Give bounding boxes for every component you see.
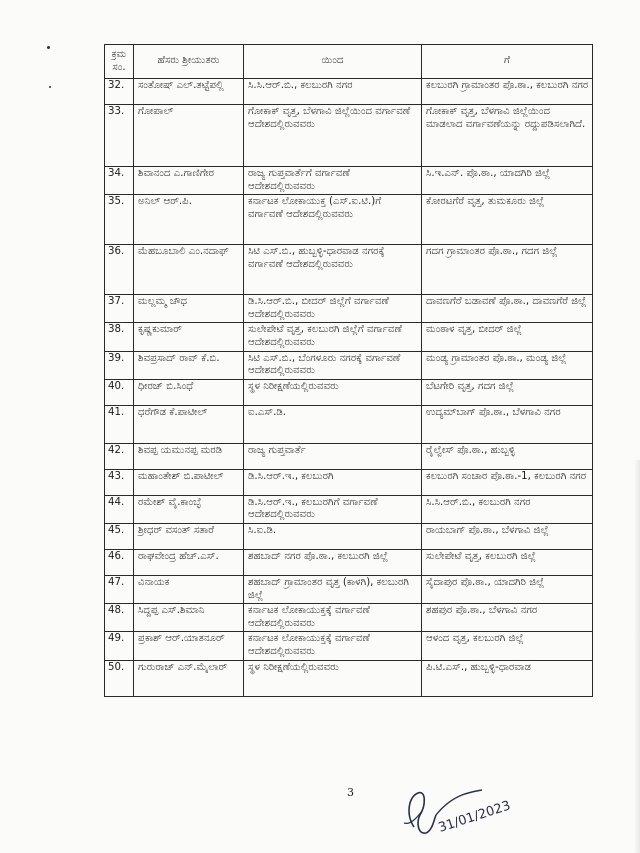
cell-to: ಗದಗ ಗ್ರಾಮಾಂತರ ಪೊ.ಠಾ., ಗದಗ ಜಿಲ್ಲೆ — [422, 245, 593, 295]
cell-serial-number: 33. — [105, 105, 134, 167]
svg-text:31/01/2023: 31/01/2023 — [436, 798, 513, 836]
table-body — [105, 79, 593, 697]
table-row — [105, 604, 593, 632]
cell-serial-number: 48. — [105, 604, 134, 632]
cell-from: ಸ್ಥಳ ನಿರೀಕ್ಷಣೆಯಲ್ಲಿರುವವರು — [244, 660, 422, 696]
cell-from: ಸ್ಥಳ ನಿರೀಕ್ಷಣೆಯಲ್ಲಿರುವವರು — [244, 379, 422, 405]
cell-to: ಸಿ.ಸಿ.ಆರ್.ಬಿ., ಕಲಬುರಗಿ ನಗರ — [422, 495, 593, 523]
table-row — [105, 167, 593, 195]
cell-from: ಐ.ಎಸ್.ಡಿ. — [244, 405, 422, 443]
cell-to: ಶಹಪುರ ಪೊ.ಠಾ., ಬೆಳಗಾವಿ ನಗರ — [422, 604, 593, 632]
cell-to: ರೈಲ್ವೇಸ್ ಪೊ.ಠಾ., ಹುಬ್ಬಳ್ಳಿ — [422, 443, 593, 469]
header-from: ಯಿಂದ — [244, 45, 422, 79]
cell-serial-number: 45. — [105, 523, 134, 549]
table-row — [105, 379, 593, 405]
cell-serial-number: 49. — [105, 632, 134, 660]
cell-serial-number: 38. — [105, 323, 134, 351]
table-row — [105, 295, 593, 323]
table-row — [105, 575, 593, 603]
cell-to: ಮಂಠಾಳ ವೃತ್ತ, ಬೀದರ್ ಜಿಲ್ಲೆ — [422, 323, 593, 351]
page-number: 3 — [347, 786, 354, 799]
table-row — [105, 79, 593, 105]
cell-to: ಕೋರಟಗೆರೆ ವೃತ್ತ, ತುಮಕೂರು ಜಿಲ್ಲೆ — [422, 195, 593, 245]
cell-from: ಸಿಟಿ ಎಸ್.ಬಿ., ಹುಬ್ಬಳ್ಳಿ-ಧಾರವಾಡ ನಗರಕ್ಕೆ ವರ್ಗಾವಣೆ ಆದೇಶದಲ್ಲಿರುವವರು — [244, 245, 422, 295]
header-to: ಗೆ — [422, 45, 593, 79]
cell-serial-number: 50. — [105, 660, 134, 696]
cell-from: ಡಿ.ಸಿ.ಆರ್.ಬಿ., ಬೀದರ್ ಜಿಲ್ಲೆಗೆ ವರ್ಗಾವಣೆ ಆದೇಶದಲ್ಲಿರುವವರು — [244, 295, 422, 323]
cell-name: ವಿನಾಯಕ — [134, 575, 244, 603]
cell-to: ದಾವಣಗೆರೆ ಬಡಾವಣೆ ಪೊ.ಠಾ., ದಾವಣಗೆರೆ ಜಿಲ್ಲೆ — [422, 295, 593, 323]
cell-to: ಸಿ.ಇ.ಎನ್. ಪೊ.ಠಾ., ಯಾದಗಿರಿ ಜಿಲ್ಲೆ — [422, 167, 593, 195]
cell-from: ಸಿಟಿ ಎಸ್.ಬಿ., ಬೆಂಗಳೂರು ನಗರಕ್ಕೆ ವರ್ಗಾವಣೆ ಆದೇಶದಲ್ಲಿರುವವರು — [244, 351, 422, 379]
cell-name: ರಮೇಶ್ ವೈ.ಕಾಂಬ್ಳೆ — [134, 495, 244, 523]
table-row — [105, 443, 593, 469]
scan-page-edge — [634, 460, 640, 853]
cell-name: ಗುರುರಾಜ್ ಎನ್.ಮೈಲಾರ್ — [134, 660, 244, 696]
scan-dot — [49, 86, 51, 88]
cell-to: ಆಳಂದ ವೃತ್ತ, ಕಲಬುರಗಿ ಜಿಲ್ಲೆ — [422, 632, 593, 660]
cell-from: ಡಿ.ಸಿ.ಆರ್.ಇ., ಕಲಬುರಗಿ — [244, 469, 422, 495]
handwritten-signature — [396, 775, 516, 845]
cell-name: ಶಿವಪ್ರಸಾದ್ ರಾವ್ ಕೆ.ಬಿ. — [134, 351, 244, 379]
cell-from: ಗೋಕಾಕ್ ವೃತ್ತ, ಬೆಳಗಾವಿ ಜಿಲ್ಲೆಯಿಂದ ವರ್ಗಾವಣೆ ಆದೇಶದಲ್ಲಿರುವವರು — [244, 105, 422, 167]
header-name: ಹೆಸರು ಶ್ರೀಯುತರು — [134, 45, 244, 79]
table-row — [105, 105, 593, 167]
cell-name: ಪ್ರಕಾಶ್ ಆರ್.ಯಾತನೂರ್ — [134, 632, 244, 660]
cell-name: ಶಿವಾನಂದ ಎ.ಗಾಣಿಗೇರ — [134, 167, 244, 195]
cell-serial-number: 41. — [105, 405, 134, 443]
cell-from: ಡಿ.ಸಿ.ಆರ್.ಇ., ಕಲಬುರಗಿಗೆ ವರ್ಗಾವಣೆ ಆದೇಶದಲ್ಲಿರುವವರು — [244, 495, 422, 523]
table-row — [105, 523, 593, 549]
table-row — [105, 549, 593, 575]
table-row — [105, 195, 593, 245]
transfer-table — [104, 44, 593, 697]
cell-serial-number: 39. — [105, 351, 134, 379]
cell-serial-number: 47. — [105, 575, 134, 603]
cell-name: ಸಂತೋಷ್ ಎಲ್.ತಟ್ಟೆಪಲ್ಲಿ — [134, 79, 244, 105]
cell-from: ಕರ್ನಾಟಕ ಲೋಕಾಯುಕ್ತ (ಎಸ್.ಐ.ಟಿ.)ಗೆ ವರ್ಗಾವಣೆ ಆದೇಶದಲ್ಲಿರುವವರು — [244, 195, 422, 245]
table-row — [105, 323, 593, 351]
table-row — [105, 405, 593, 443]
cell-name: ಕೃಷ್ಣಕುಮಾರ್ — [134, 323, 244, 351]
cell-to: ಬೆಟಗೇರಿ ವೃತ್ತ, ಗದಗ ಜಿಲ್ಲೆ — [422, 379, 593, 405]
cell-name: ಮೆಹಬೂಬಾಲಿ ಎಂ.ನದಾಫ್ — [134, 245, 244, 295]
cell-from: ರಾಜ್ಯ ಗುಪ್ತವಾರ್ತೆ — [244, 443, 422, 469]
cell-name: ಶ್ರೀಧರ್ ವಸಂತ್ ಸತಾರೆ — [134, 523, 244, 549]
cell-from: ಸಿ.ಸಿ.ಆರ್.ಬಿ., ಕಲಬುರಗಿ ನಗರ — [244, 79, 422, 105]
cell-serial-number: 44. — [105, 495, 134, 523]
cell-name: ಗೋಪಾಲ್ — [134, 105, 244, 167]
scan-dot — [47, 46, 50, 49]
header-serial-number: ಕ್ರಮ ಸಂ. — [105, 45, 134, 79]
table-row — [105, 351, 593, 379]
cell-from: ಶಹಬಾದ್ ಗ್ರಾಮಾಂತರ ವೃತ್ತ (ಕಾಳಗಿ), ಕಲಬುರಗಿ ಜಿಲ್ಲೆ — [244, 575, 422, 603]
cell-name: ಮಲ್ಲಮ್ಮ ಚೌಧ — [134, 295, 244, 323]
cell-serial-number: 36. — [105, 245, 134, 295]
cell-name: ಧರೆಗೌಡ ಕೆ.ಪಾಟೀಲ್ — [134, 405, 244, 443]
cell-serial-number: 34. — [105, 167, 134, 195]
cell-to: ಸುಲೇಪೇಟೆ ವೃತ್ತ, ಕಲಬುರಗಿ ಜಿಲ್ಲೆ — [422, 549, 593, 575]
cell-from: ಸಿ.ಐ.ಡಿ. — [244, 523, 422, 549]
cell-to: ಕಲಬುರಗಿ ಸಂಚಾರ ಪೊ.ಠಾ.-1, ಕಲಬುರಗಿ ನಗರ — [422, 469, 593, 495]
cell-name: ಮಹಾಂತೇಶ್ ಬಿ.ಪಾಟೀಲ್ — [134, 469, 244, 495]
cell-serial-number: 37. — [105, 295, 134, 323]
cell-serial-number: 43. — [105, 469, 134, 495]
table-row — [105, 495, 593, 523]
cell-serial-number: 32. — [105, 79, 134, 105]
cell-name: ಸಿದ್ದಪ್ಪ ಎಸ್.ಶಿಮಾನಿ — [134, 604, 244, 632]
cell-serial-number: 42. — [105, 443, 134, 469]
cell-to: ಮಂಡ್ಯ ಗ್ರಾಮಾಂತರ ಪೊ.ಠಾ., ಮಂಡ್ಯ ಜಿಲ್ಲೆ — [422, 351, 593, 379]
cell-name: ಶಿವಪ್ಪ ಯಮುನಪ್ಪ ಮರಡಿ — [134, 443, 244, 469]
cell-from: ಶಹಬಾದ್ ನಗರ ಪೊ.ಠಾ., ಕಲಬುರಗಿ ಜಿಲ್ಲೆ — [244, 549, 422, 575]
cell-from: ರಾಜ್ಯ ಗುಪ್ತವಾರ್ತೆಗೆ ವರ್ಗಾವಣೆ ಆದೇಶದಲ್ಲಿರುವವರು — [244, 167, 422, 195]
cell-serial-number: 35. — [105, 195, 134, 245]
cell-from: ಕರ್ನಾಟಕ ಲೋಕಾಯುಕ್ತಕ್ಕೆ ವರ್ಗಾವಣೆ ಆದೇಶದಲ್ಲಿರುವವರು — [244, 632, 422, 660]
cell-to: ಕಲಬುರಗಿ ಗ್ರಾಮಾಂತರ ಪೊ.ಠಾ., ಕಲಬುರಗಿ ನಗರ — [422, 79, 593, 105]
cell-to: ಉದ್ಯಮ್‌ಬಾಗ್ ಪೊ.ಠಾ., ಬೆಳಗಾವಿ ನಗರ — [422, 405, 593, 443]
cell-from: ಸುಲೇಪೇಟೆ ವೃತ್ತ, ಕಲಬುರಗಿ ಜಿಲ್ಲೆಗೆ ವರ್ಗಾವಣೆ ಆದೇಶದಲ್ಲಿರುವವರು — [244, 323, 422, 351]
table-row — [105, 469, 593, 495]
cell-to: ಗೋಕಾಕ್ ವೃತ್ತ, ಬೆಳಗಾವಿ ಜಿಲ್ಲೆಯಿಂದ ಮಾಡಲಾದ ವರ್ಗಾವಣೆಯನ್ನು ರದ್ದುಪಡಿಸಲಾಗಿದೆ. — [422, 105, 593, 167]
table-row — [105, 245, 593, 295]
table-row — [105, 632, 593, 660]
cell-to: ಸೈದಾಪುರ ಪೊ.ಠಾ., ಯಾದಗಿರಿ ಜಿಲ್ಲೆ — [422, 575, 593, 603]
cell-name: ಧೀರಜ್ ಬಿ.ಸಿಂಧೆ — [134, 379, 244, 405]
cell-name: ರಾಘವೇಂದ್ರ ಹೆಚ್.ಎಸ್. — [134, 549, 244, 575]
transfer-table-container — [104, 44, 592, 697]
cell-serial-number: 40. — [105, 379, 134, 405]
table-row — [105, 660, 593, 696]
cell-from: ಕರ್ನಾಟಕ ಲೋಕಾಯುಕ್ತಕ್ಕೆ ವರ್ಗಾವಣೆ ಆದೇಶದಲ್ಲಿರುವವರು — [244, 604, 422, 632]
cell-serial-number: 46. — [105, 549, 134, 575]
cell-to: ಪಿ.ಟಿ.ಎಸ್., ಹುಬ್ಬಳ್ಳಿ-ಧಾರವಾಡ — [422, 660, 593, 696]
cell-name: ಅನಿಲ್ ಆರ್.ಪಿ. — [134, 195, 244, 245]
cell-to: ರಾಯಬಾಗ್ ಪೊ.ಠಾ., ಬೆಳಗಾವಿ ಜಿಲ್ಲೆ — [422, 523, 593, 549]
table-header-row — [105, 45, 593, 79]
